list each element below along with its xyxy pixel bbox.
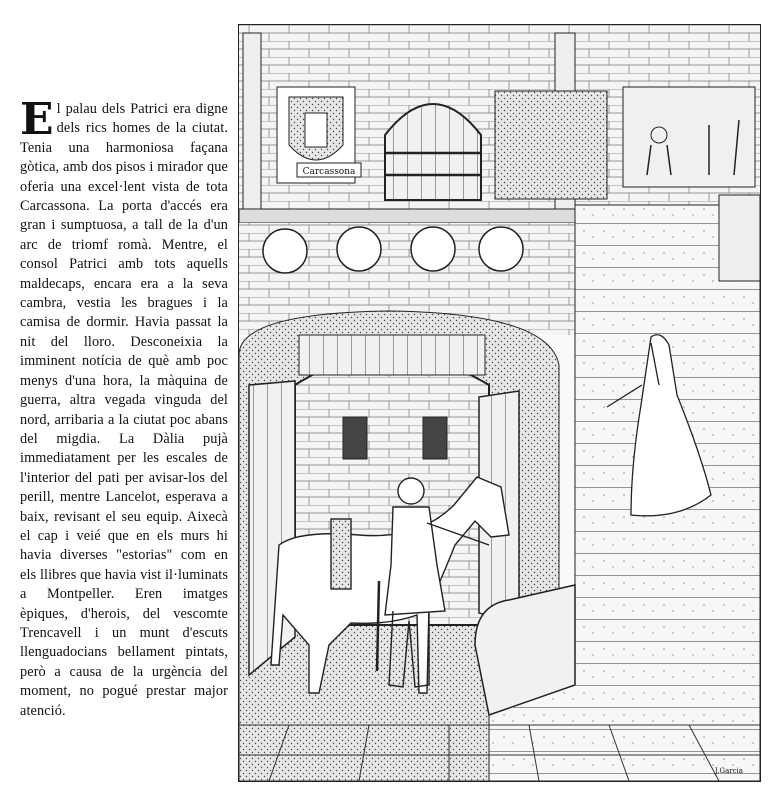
door-leaf-left xyxy=(249,381,295,675)
story-paragraph: l palau dels Patrici era digne dels rics homes de la ciutat. Tenia una harmoniosa façana gòtica, amb dos pisos i mirador que oferia una excel·lent vista de tota Carcassona. La porta d'accés era gran i sumptuosa, a tall de la d'un arc de triomf romà. Mentre, el consol Patrici amb tots aquells maldecaps, encara era a la seva cambra, vestia les bragues i la camisa de dormir. Havia passat la nit del lloro. Desconeixia la imminent notícia de què amb poc menys d'una hora, la màquina de guerra, altra vegada vinguda del nord, arribaria a la ciutat poc abans del migdia. La Dàlia pujà immediatament per les escales de l'interior del pati per avisar-los del perill, mentre Lancelot, esperava a baix, revisant el seu equip. Aixecà el cap i veié que en els murs hi havia diverses "estorias" com en els llibres que havia vist il·luminats a Montpeller. Eren imatges èpiques, d'herois, del vescomte Trencavell i un munt d'escuts llenguadocians bellament pintats, però a causa de la urgència del moment, no pogué prestar major atenció. xyxy=(20,101,228,719)
courtyard-illustration xyxy=(238,24,761,782)
castle-tower-icon xyxy=(305,113,327,147)
mural-heraldic xyxy=(495,91,607,199)
story-text xyxy=(20,94,228,721)
mural-knights xyxy=(623,87,755,187)
banner-text: Carcassona xyxy=(302,167,356,177)
artist-signature: J.Garcia xyxy=(715,767,743,775)
pillar-left xyxy=(243,33,261,213)
balustrade-post xyxy=(719,195,760,281)
drop-cap: E xyxy=(20,94,54,145)
cornice xyxy=(239,209,579,223)
portcullis xyxy=(299,335,485,375)
